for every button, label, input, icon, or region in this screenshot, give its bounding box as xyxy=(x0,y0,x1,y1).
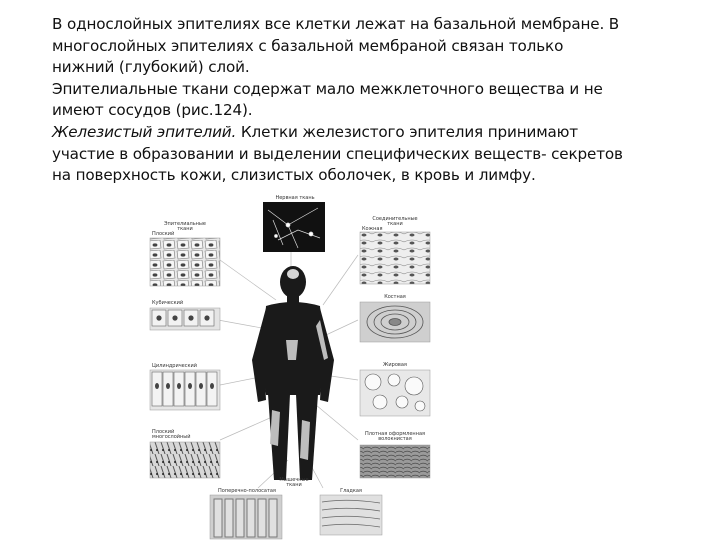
paragraph-3 xyxy=(52,122,662,187)
label-muscle-1: Мышечные xyxy=(279,477,309,483)
text-block xyxy=(52,14,662,187)
flat-epithelium-panel xyxy=(150,238,220,286)
paragraph-3-line-1-rest: Клетки железистого эпителия принимают xyxy=(236,122,578,141)
paragraph-3-line-3: на поверхность кожи, слизистых оболочек, в кровь и лимфу. xyxy=(52,166,536,185)
label-flat: Плоский xyxy=(152,231,175,237)
paragraph-2 xyxy=(52,79,662,122)
paragraph-1-line-2: многослойных эпителиях с базальной мембраной связан только xyxy=(52,36,564,55)
label-bone: Костная xyxy=(384,294,406,300)
tissue-figure xyxy=(148,190,440,540)
label-fat: Жировая xyxy=(383,362,407,368)
label-cylindrical: Цилиндрический xyxy=(152,363,198,369)
label-muscle-2: ткани xyxy=(286,482,302,488)
label-dense-1: Плотная оформленная xyxy=(364,431,426,437)
paragraph-1 xyxy=(52,14,662,79)
label-connective-2: ткани xyxy=(387,221,403,227)
label-multilayer-1: Плоский xyxy=(152,429,175,435)
label-multilayer-2: многослойный xyxy=(152,434,191,440)
label-epithelial-1: Эпителиальные xyxy=(164,221,206,227)
label-connective-1: Соединительные xyxy=(372,216,418,222)
label-striated: Поперечно-полосатая xyxy=(218,488,276,494)
label-smooth: Гладкая xyxy=(340,488,362,494)
label-epithelial-2: ткани xyxy=(177,226,193,232)
label-cubic: Кубический xyxy=(152,300,184,306)
paragraph-3-line-2: участие в образовании и выделении специфических веществ- секретов xyxy=(52,144,623,163)
human-figure xyxy=(252,266,334,480)
label-skin: Кожная xyxy=(362,226,383,232)
paragraph-3-italic-heading: Железистый эпителий. xyxy=(52,122,237,141)
paragraph-2-line-2: имеют сосудов (рис.124). xyxy=(52,101,253,120)
paragraph-2-line-1: Эпителиальные ткани содержат мало межклеточного вещества и не xyxy=(52,79,603,98)
skin-connective-panel xyxy=(360,232,430,284)
paragraph-1-line-3: нижний (глубокий) слой. xyxy=(52,58,250,77)
label-dense-2: волокнистая xyxy=(378,436,412,442)
dense-connective-panel xyxy=(360,445,430,478)
paragraph-1-line-1: В однослойных эпителиях все клетки лежат на базальной мембране. В xyxy=(52,15,620,33)
label-nervous: Нервная ткань xyxy=(275,195,315,201)
multilayer-epithelium-panel xyxy=(150,442,220,478)
